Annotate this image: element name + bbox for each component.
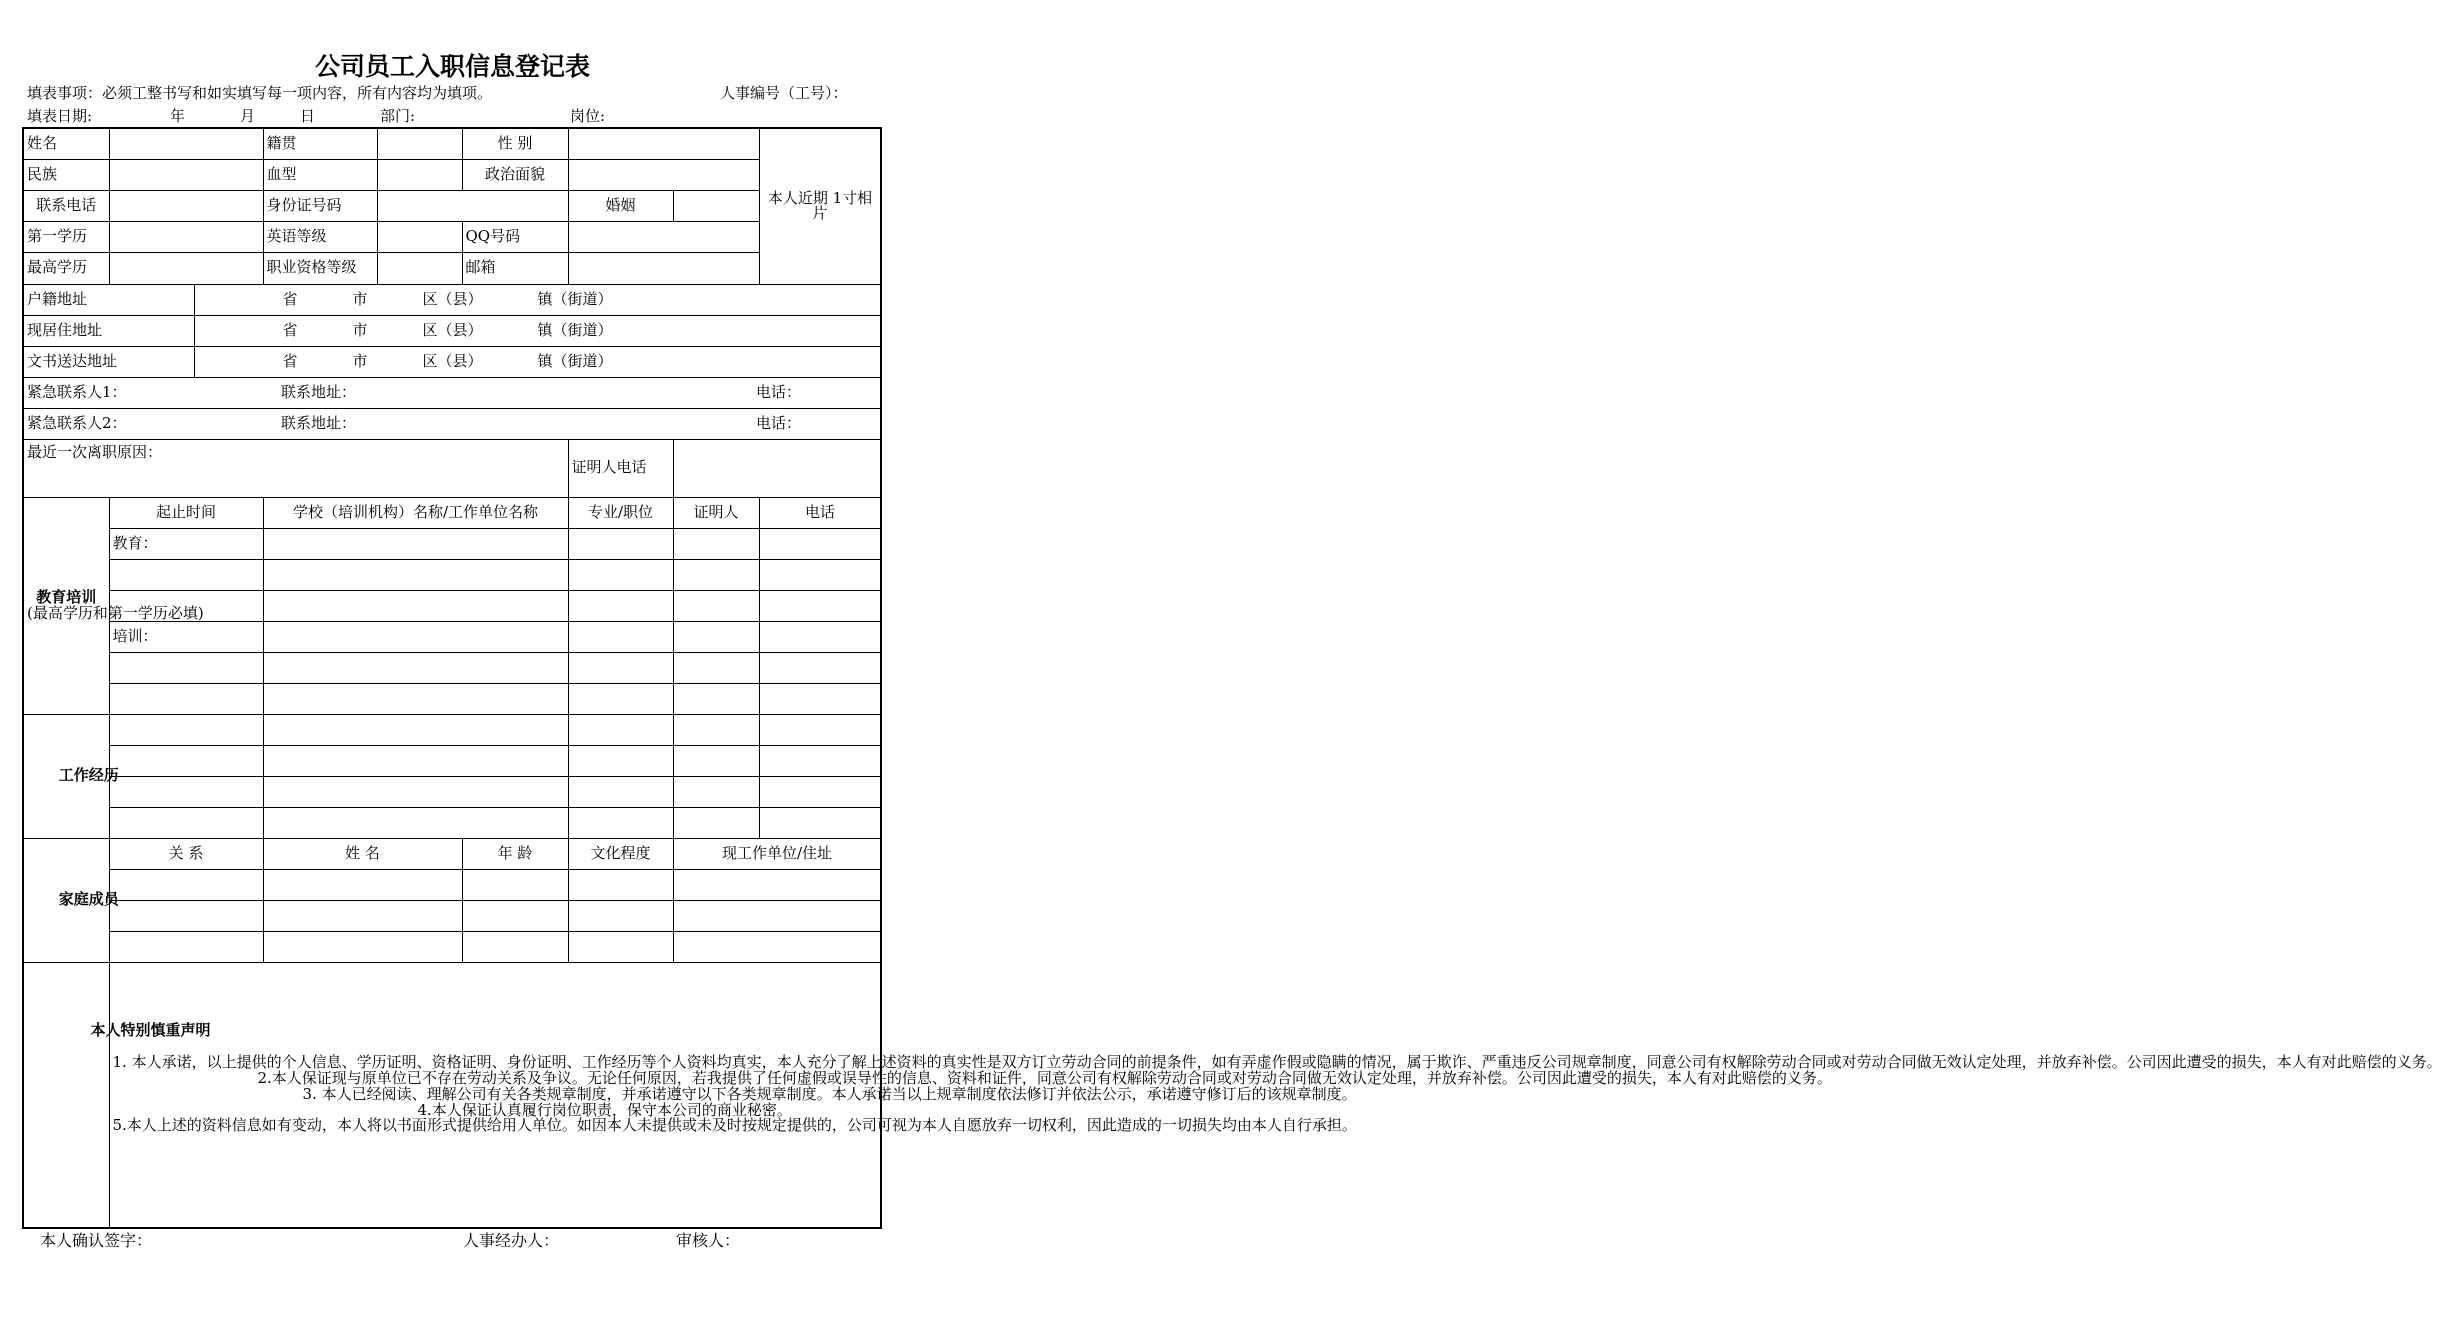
training-label: 培训： <box>112 626 158 645</box>
declaration-item-2: 2.本人保证现与原单位已不存在劳动关系及争议。无论任何原因，若我提供了任何虚假或误导性的信息、资料和证件，同意公司有权解除劳动合同或对劳动合同做无效认定处理，并放弃补偿。公司因此遭受的损失，本人有对此赔偿的义务。 <box>257 1069 1832 1088</box>
english-level-field[interactable] <box>377 221 462 252</box>
work-cell[interactable] <box>568 776 673 807</box>
family-cell[interactable] <box>568 869 673 900</box>
gender-field[interactable] <box>568 128 759 159</box>
phone-field[interactable] <box>109 190 263 221</box>
family-header-education: 文化程度 <box>568 838 673 869</box>
edu-cell[interactable] <box>759 528 881 559</box>
city-label: 市 <box>352 351 368 370</box>
family-cell[interactable] <box>109 931 263 962</box>
fill-notice: 填表事项：必须工整书写和如实填写每一项内容，所有内容均为填项。 <box>27 84 493 102</box>
work-cell[interactable] <box>673 776 759 807</box>
declaration-text <box>109 962 2442 1228</box>
emergency-phone-2-label: 电话： <box>756 413 802 432</box>
declaration-item-3: 3. 本人已经阅读、理解公司有关各类规章制度，并承诺遵守以下各类规章制度。本人承诺当以上规章制度依法修订并依法公示，承诺遵守修订后的该规章制度。 <box>302 1084 1357 1103</box>
work-cell[interactable] <box>109 714 263 745</box>
city-label: 市 <box>352 289 368 308</box>
family-cell[interactable] <box>263 931 462 962</box>
work-cell[interactable] <box>263 776 568 807</box>
family-section-title: 家庭成员 <box>58 890 119 909</box>
qualification-label: 职业资格等级 <box>263 252 377 284</box>
residence-address-field[interactable] <box>194 315 881 346</box>
signature-label: 本人确认签字： <box>40 1231 153 1250</box>
declaration-item-1: 1. 本人承诺，以上提供的个人信息、学历证明、资格证明、身份证明、工作经历等个人资料均真实，本人充分了解上述资料的真实性是双方订立劳动合同的前提条件，如有弄虚作假或隐瞒的情况，属于欺诈、严重违反公司规章制度，同意公司有权解除劳动合同或对劳动合同做无效认定处理，并放弃补偿。公司因此遭受的损失，本人有对此赔偿的义务。 <box>112 1053 2442 1072</box>
political-status-field[interactable] <box>568 159 759 190</box>
edu-cell[interactable] <box>759 683 881 714</box>
work-cell[interactable] <box>759 776 881 807</box>
edu-header-major: 专业/职位 <box>568 497 673 528</box>
family-cell[interactable] <box>263 869 462 900</box>
departure-reason-label: 最近一次离职原因： <box>27 442 163 461</box>
highest-degree-field[interactable] <box>109 252 263 284</box>
work-cell[interactable] <box>759 714 881 745</box>
personnel-number-label: 人事编号（工号）： <box>720 84 848 102</box>
family-section-label <box>23 838 119 962</box>
edu-cell[interactable] <box>109 559 263 590</box>
edu-cell[interactable] <box>263 652 568 683</box>
mailing-address-label: 文书送达地址 <box>23 346 194 377</box>
family-cell[interactable] <box>673 931 881 962</box>
blood-type-field[interactable] <box>377 159 462 190</box>
emergency-address-2-label: 联系地址： <box>281 413 357 432</box>
household-address-field[interactable] <box>194 284 881 315</box>
emergency-contact-1-row[interactable] <box>23 377 881 408</box>
education-section-note: (最高学历和第一学历必填) <box>27 603 204 622</box>
email-field[interactable] <box>568 252 759 284</box>
town-label: 镇（街道） <box>537 320 613 339</box>
work-cell[interactable] <box>263 745 568 776</box>
native-place-label: 籍贯 <box>263 128 377 159</box>
province-label: 省 <box>282 289 298 308</box>
qualification-field[interactable] <box>377 252 462 284</box>
family-cell[interactable] <box>673 900 881 931</box>
family-header-relation: 关 系 <box>109 838 263 869</box>
fill-date-day: 日 <box>300 107 316 125</box>
work-cell[interactable] <box>568 807 673 838</box>
name-field[interactable] <box>109 128 263 159</box>
family-cell[interactable] <box>109 900 263 931</box>
declaration-section-label <box>23 962 211 1228</box>
edu-cell[interactable] <box>568 652 673 683</box>
fill-date-label: 填表日期: <box>27 107 93 125</box>
edu-header-school: 学校（培训机构）名称/工作单位名称 <box>263 497 568 528</box>
edu-cell[interactable] <box>673 559 759 590</box>
family-cell[interactable] <box>462 900 568 931</box>
edu-cell[interactable] <box>759 559 881 590</box>
work-cell[interactable] <box>109 807 263 838</box>
fill-date-year: 年 <box>170 107 186 125</box>
hr-handler-label: 人事经办人： <box>463 1231 560 1250</box>
district-label: 区（县） <box>422 289 483 308</box>
education-section-title: 教育培训 <box>36 587 97 606</box>
mailing-address-field[interactable] <box>194 346 881 377</box>
training-period-field[interactable] <box>109 621 263 652</box>
emergency-contact-2-row[interactable] <box>23 408 881 439</box>
edu-cell[interactable] <box>759 621 881 652</box>
work-cell[interactable] <box>263 714 568 745</box>
work-section-label <box>23 714 119 838</box>
edu-header-phone: 电话 <box>759 497 881 528</box>
edu-cell[interactable] <box>568 621 673 652</box>
witness-phone-label: 证明人电话 <box>568 439 673 497</box>
emergency-contact-1-label: 紧急联系人1： <box>27 382 127 401</box>
english-level-label: 英语等级 <box>263 221 377 252</box>
work-cell[interactable] <box>109 745 263 776</box>
highest-degree-label: 最高学历 <box>23 252 109 284</box>
emergency-address-1-label: 联系地址： <box>281 382 357 401</box>
fill-date-month: 月 <box>240 107 256 125</box>
family-cell[interactable] <box>462 931 568 962</box>
household-address-label: 户籍地址 <box>23 284 194 315</box>
work-cell[interactable] <box>568 745 673 776</box>
blood-type-label: 血型 <box>263 159 377 190</box>
edu-cell[interactable] <box>568 590 673 621</box>
work-cell[interactable] <box>759 807 881 838</box>
ethnicity-label: 民族 <box>23 159 109 190</box>
town-label: 镇（街道） <box>537 289 613 308</box>
witness-phone-field[interactable] <box>673 439 881 497</box>
district-label: 区（县） <box>422 320 483 339</box>
family-cell[interactable] <box>462 869 568 900</box>
edu-cell[interactable] <box>263 528 568 559</box>
department-label: 部门: <box>380 107 416 125</box>
departure-reason-field[interactable] <box>23 439 568 497</box>
qq-field[interactable] <box>568 221 759 252</box>
work-cell[interactable] <box>568 714 673 745</box>
province-label: 省 <box>282 351 298 370</box>
edu-cell[interactable] <box>673 621 759 652</box>
native-place-field[interactable] <box>377 128 462 159</box>
education-label: 教育： <box>112 533 158 552</box>
family-header-age: 年 龄 <box>462 838 568 869</box>
family-cell[interactable] <box>673 869 881 900</box>
work-cell[interactable] <box>673 745 759 776</box>
qq-label: QQ号码 <box>462 221 568 252</box>
edu-header-witness: 证明人 <box>673 497 759 528</box>
edu-cell[interactable] <box>109 652 263 683</box>
ethnicity-field[interactable] <box>109 159 263 190</box>
work-cell[interactable] <box>759 745 881 776</box>
town-label: 镇（街道） <box>537 351 613 370</box>
edu-cell[interactable] <box>109 683 263 714</box>
family-cell[interactable] <box>568 931 673 962</box>
edu-header-period: 起止时间 <box>109 497 263 528</box>
id-number-field[interactable] <box>377 190 568 221</box>
phone-label: 联系电话 <box>23 190 109 221</box>
declaration-section-title: 本人特别慎重声明 <box>90 1020 211 1039</box>
work-cell[interactable] <box>263 807 568 838</box>
page-title: 公司员工入职信息登记表 <box>314 52 590 81</box>
district-label: 区（县） <box>422 351 483 370</box>
edu-cell[interactable] <box>759 652 881 683</box>
work-cell[interactable] <box>673 714 759 745</box>
marital-field[interactable] <box>673 190 759 221</box>
edu-cell[interactable] <box>673 683 759 714</box>
photo-label: 本人近期 1寸相片 <box>767 188 873 223</box>
province-label: 省 <box>282 320 298 339</box>
marital-label: 婚姻 <box>568 190 673 221</box>
edu-cell[interactable] <box>673 528 759 559</box>
email-label: 邮箱 <box>462 252 568 284</box>
edu-cell[interactable] <box>263 621 568 652</box>
id-number-label: 身份证号码 <box>263 190 377 221</box>
declaration-item-5: 5.本人上述的资料信息如有变动，本人将以书面形式提供给用人单位。如因本人未提供或未及时按规定提供的，公司可视为本人自愿放弃一切权利，因此造成的一切损失均由本人自行承担。 <box>112 1116 1357 1135</box>
work-cell[interactable] <box>673 807 759 838</box>
edu-cell[interactable] <box>568 559 673 590</box>
emergency-contact-2-label: 紧急联系人2： <box>27 413 127 432</box>
political-status-label: 政治面貌 <box>462 159 568 190</box>
declaration-item-4: 4.本人保证认真履行岗位职责，保守本公司的商业秘密。 <box>417 1100 792 1119</box>
family-header-name: 姓 名 <box>263 838 462 869</box>
name-label: 姓名 <box>23 128 109 159</box>
edu-cell[interactable] <box>263 559 568 590</box>
work-section-title: 工作经历 <box>58 766 119 785</box>
education-period-field[interactable] <box>109 528 263 559</box>
first-degree-label: 第一学历 <box>23 221 109 252</box>
work-cell[interactable] <box>109 776 263 807</box>
family-cell[interactable] <box>263 900 462 931</box>
edu-cell[interactable] <box>759 590 881 621</box>
gender-label: 性 别 <box>462 128 568 159</box>
emergency-phone-1-label: 电话： <box>756 382 802 401</box>
photo-box[interactable] <box>759 128 881 284</box>
edu-cell[interactable] <box>568 683 673 714</box>
registration-form <box>22 127 2442 1229</box>
edu-cell[interactable] <box>263 590 568 621</box>
edu-cell[interactable] <box>673 590 759 621</box>
edu-cell[interactable] <box>673 652 759 683</box>
reviewer-label: 审核人： <box>676 1231 741 1250</box>
family-cell[interactable] <box>109 869 263 900</box>
first-degree-field[interactable] <box>109 221 263 252</box>
edu-cell[interactable] <box>263 683 568 714</box>
edu-cell[interactable] <box>568 528 673 559</box>
family-cell[interactable] <box>568 900 673 931</box>
family-header-work: 现工作单位/住址 <box>673 838 881 869</box>
position-label: 岗位: <box>570 107 606 125</box>
residence-address-label: 现居住地址 <box>23 315 194 346</box>
city-label: 市 <box>352 320 368 339</box>
